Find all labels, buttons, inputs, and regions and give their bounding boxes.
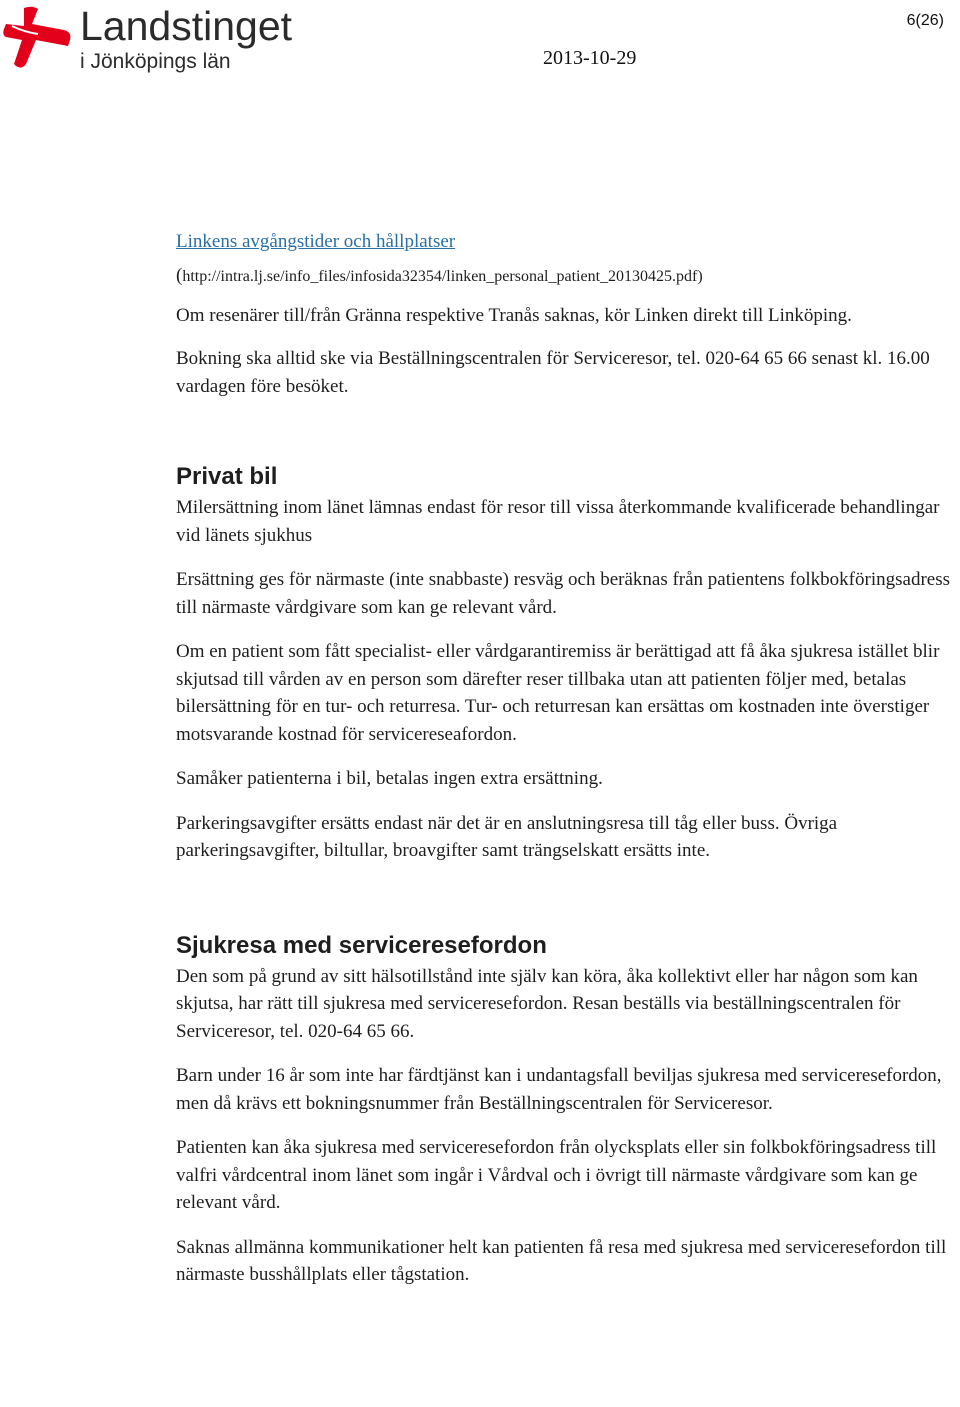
paragraph-resenarer: Om resenärer till/från Gränna respektive Tranås saknas, kör Linken direkt till Linköping. bbox=[176, 304, 852, 326]
privat-bil-paragraph: Ersättning ges för närmaste (inte snabbaste) resväg och beräknas från patientens folkbokföringsadress till närmaste vårdgivare som kan ge relevant vård. bbox=[176, 569, 950, 618]
sjukresa-paragraph: Patienten kan åka sjukresa med serviceresefordon från olycksplats eller sin folkbokföringsadress till valfri vårdcentral inom länet som ingår i Vårdval och i övrigt till närmaste vårdgivare som kan ge relevant vård. bbox=[176, 1137, 937, 1213]
privat-bil-paragraph: Milersättning inom länet lämnas endast för resor till vissa återkommande kvalificerade behandlingar vid länets sjukhus bbox=[176, 497, 940, 546]
document-date: 2013-10-29 bbox=[543, 47, 637, 69]
logo-subtitle: i Jönköpings län bbox=[80, 50, 231, 73]
heading-sjukresa: Sjukresa med serviceresefordon bbox=[176, 931, 547, 959]
page-number: 6(26) bbox=[906, 12, 944, 29]
sjukresa-paragraph: Saknas allmänna kommunikationer helt kan patienten få resa med sjukresa med serviceresefordon till närmaste busshållplats eller tågstation. bbox=[176, 1236, 947, 1285]
url-open-paren: ( bbox=[176, 264, 183, 286]
url-text bbox=[176, 262, 958, 290]
logo-cross-icon bbox=[2, 4, 76, 70]
logo bbox=[0, 0, 320, 80]
privat-bil-paragraph: Parkeringsavgifter ersätts endast när det är en anslutningsresa till tåg eller buss. Övriga parkeringsavgifter, biltullar, broavgifter samt trängselskatt ersätts inte. bbox=[176, 812, 838, 861]
sjukresa-paragraph: Barn under 16 år som inte har färdtjänst kan i undantagsfall beviljas sjukresa med serviceresefordon, men då krävs ett bokningsnummer från Beställningscentralen för Serviceresor. bbox=[176, 1065, 942, 1114]
url-path: http://intra.lj.se/info_files/infosida32354/linken_personal_patient_20130425.pdf) bbox=[182, 267, 703, 285]
paragraph-bokning: Bokning ska alltid ske via Beställningscentralen för Serviceresor, tel. 020-64 65 66 senast kl. 16.00 vardagen före besöket. bbox=[176, 348, 930, 397]
timetable-link[interactable]: Linkens avgångstider och hållplatser bbox=[176, 231, 456, 252]
privat-bil-paragraph: Om en patient som fått specialist- eller vårdgarantiremiss är berättigad att få åka sjukresa istället blir skjutsad till vården av en person som därefter reser tillbaka utan att patienten följer med, betalas bilersättning för en tur- och returresa. Tur- och returresan kan ersättas om kostnaden inte överstiger motsvarande kostnad för servicereseafordon. bbox=[176, 641, 940, 745]
privat-bil-paragraph: Samåker patienterna i bil, betalas ingen extra ersättning. bbox=[176, 768, 603, 789]
heading-privat-bil: Privat bil bbox=[176, 463, 278, 490]
document-body bbox=[176, 228, 958, 1289]
sjukresa-paragraph: Den som på grund av sitt hälsotillstånd inte själv kan köra, åka kollektivt eller har någon som kan skjutsa, har rätt till sjukresa med serviceresefordon. Resan beställs via beställningscentralen för Serviceresor, tel. 020-64 65 66. bbox=[176, 965, 918, 1042]
logo-title: Landstinget bbox=[80, 3, 293, 49]
